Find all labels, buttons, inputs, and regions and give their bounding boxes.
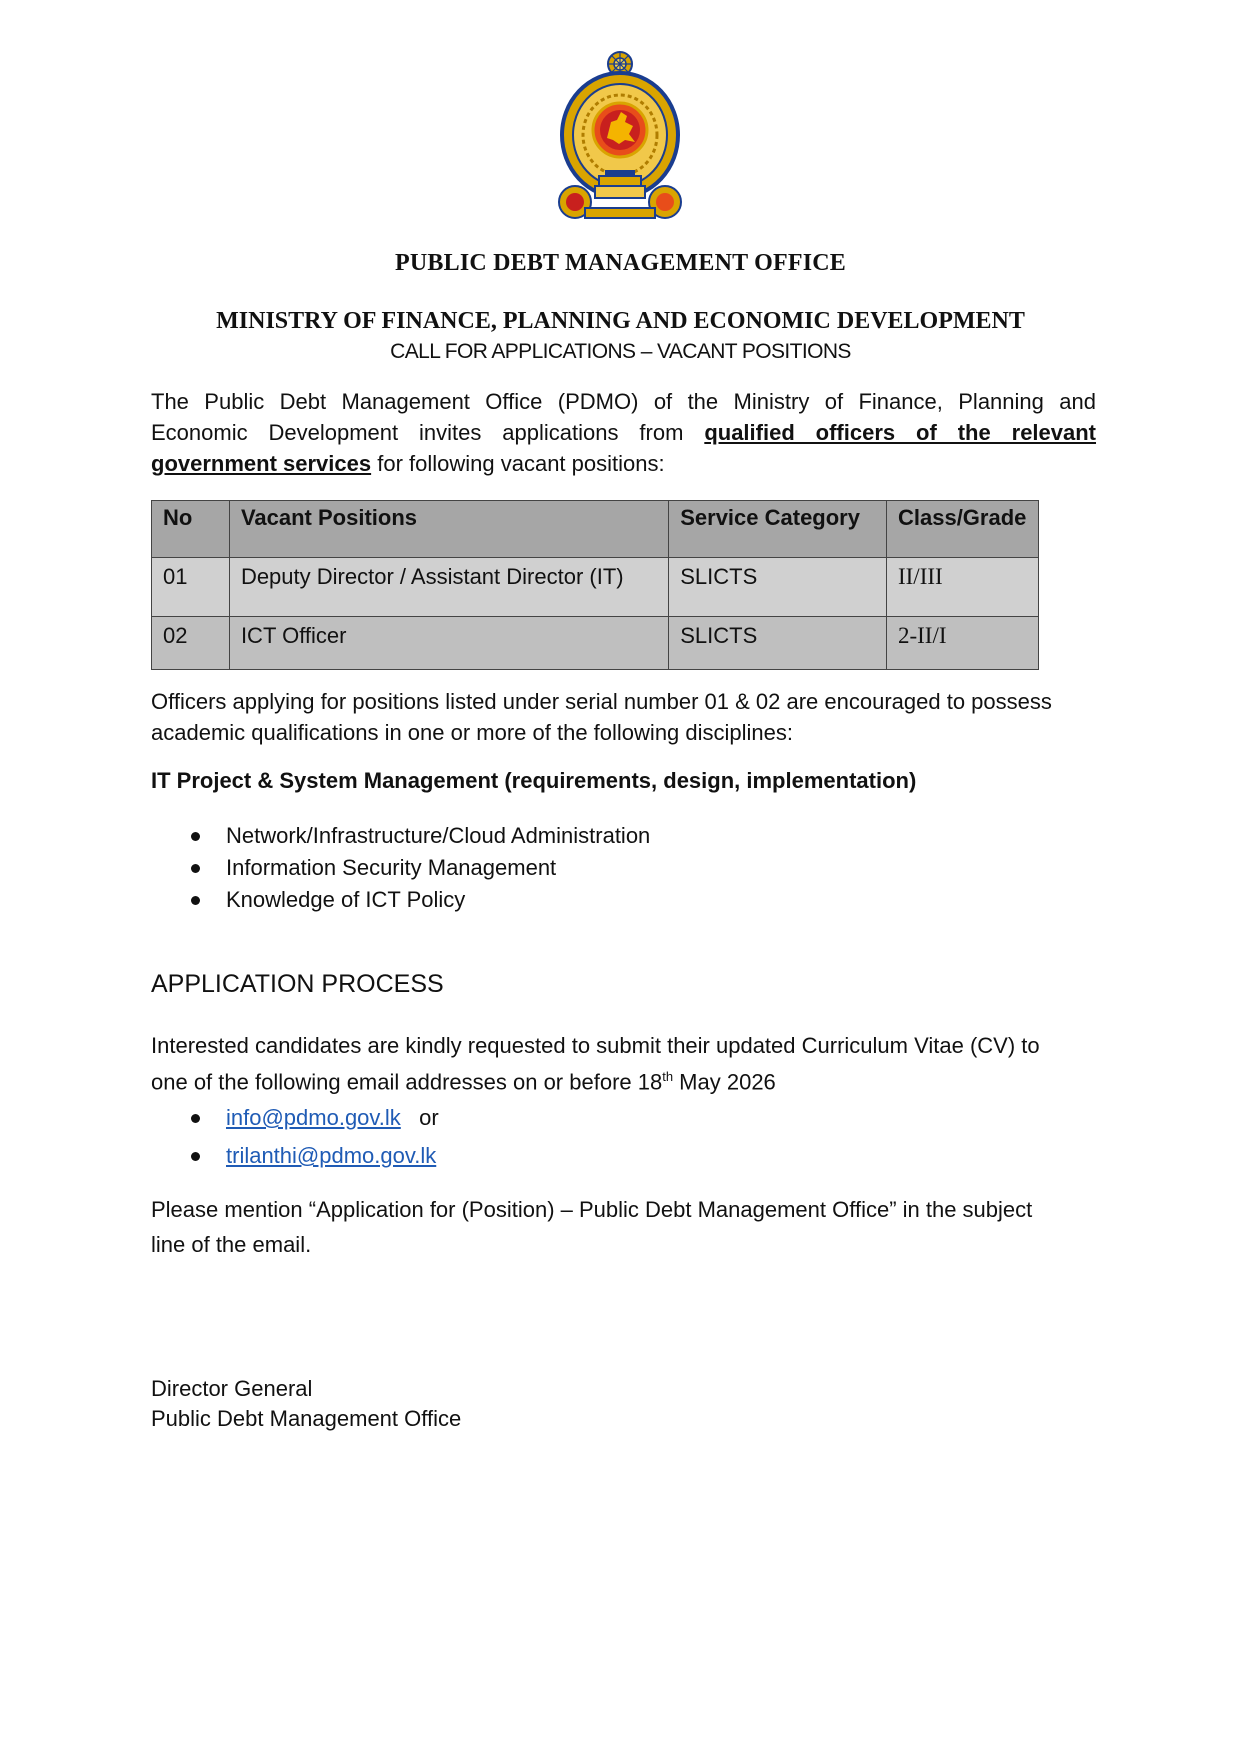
signature-office: Public Debt Management Office (151, 1406, 462, 1431)
intro-line-1: The Public Debt Management Office (PDMO) of the Ministry of Finance, Planning and (151, 389, 1096, 414)
vacancies-table (151, 500, 1039, 670)
qualifications-line-2: academic qualifications in one or more of the following disciplines: (151, 720, 794, 745)
bullet-icon (191, 864, 200, 873)
intro-line-2 (151, 417, 1096, 448)
bullet-icon (191, 1114, 200, 1123)
qualifications-heading: IT Project & System Management (requirements, design, implementation) (151, 768, 917, 793)
cell-grade: II/III (886, 558, 1038, 617)
intro-line-2-text: Economic Development invites applications from (151, 420, 705, 445)
list-item (151, 1102, 439, 1140)
table-row (152, 617, 1039, 670)
process-line-2-text: one of the following email addresses on or before 18 (151, 1069, 663, 1095)
national-emblem-icon (555, 50, 685, 225)
signature-block (151, 1374, 1096, 1434)
process-paragraph (151, 1030, 1096, 1097)
email-list (151, 1102, 439, 1172)
cell-position: Deputy Director / Assistant Director (IT) (229, 558, 668, 617)
list-item-text: Network/Infrastructure/Cloud Administration (226, 823, 651, 848)
call-subtitle: CALL FOR APPLICATIONS – VACANT POSITIONS (390, 340, 851, 363)
bullet-icon (191, 832, 200, 841)
email-link-trilanthi[interactable]: trilanthi@pdmo.gov.lk (226, 1143, 437, 1168)
table-row (152, 558, 1039, 617)
date-suffix: th (662, 1069, 674, 1084)
process-line-2 (151, 1061, 1096, 1097)
bullet-icon (191, 896, 200, 905)
email-link-info[interactable]: info@pdmo.gov.lk (226, 1105, 401, 1130)
list-item-text: Information Security Management (226, 855, 557, 880)
header-no: No (152, 501, 230, 558)
subject-line-2: line of the email. (151, 1232, 312, 1257)
subject-line-1: Please mention “Application for (Position) – Public Debt Management Office” in the subject (151, 1197, 1033, 1222)
cell-no: 01 (152, 558, 230, 617)
cell-service: SLICTS (669, 617, 887, 670)
qualifications-paragraph (151, 686, 1096, 748)
signature-title: Director General (151, 1376, 313, 1401)
ministry-title: MINISTRY OF FINANCE, PLANNING AND ECONOMIC DEVELOPMENT (216, 308, 1025, 334)
qualifications-line-1: Officers applying for positions listed under serial number 01 & 02 are encouraged to possess (151, 689, 1052, 714)
cell-service: SLICTS (669, 558, 887, 617)
application-process-heading: APPLICATION PROCESS (151, 970, 444, 998)
deadline-month: May 2026 (673, 1069, 776, 1095)
intro-paragraph (151, 386, 1096, 479)
header-service-category: Service Category (669, 501, 887, 558)
table-header-row (152, 501, 1039, 558)
intro-emphasis-2: government services (151, 451, 372, 476)
header-vacant-positions: Vacant Positions (229, 501, 668, 558)
list-item (151, 884, 650, 916)
bullet-icon (191, 1152, 200, 1161)
list-item-text: Knowledge of ICT Policy (226, 887, 466, 912)
process-line-1: Interested candidates are kindly requested to submit their updated Curriculum Vitae (CV) to (151, 1033, 1040, 1058)
cell-grade: 2-II/I (886, 617, 1038, 670)
or-text: or (419, 1105, 439, 1130)
intro-line-3-text: for following vacant positions: (371, 451, 665, 476)
cell-no: 02 (152, 617, 230, 670)
intro-emphasis-1: qualified officers of the relevant (704, 420, 1097, 445)
subject-instruction (151, 1192, 1096, 1262)
disciplines-list (151, 820, 650, 916)
cell-position: ICT Officer (229, 617, 668, 670)
list-item (151, 820, 650, 852)
header-class-grade: Class/Grade (886, 501, 1038, 558)
intro-line-3 (151, 448, 1096, 479)
list-item (151, 852, 650, 884)
list-item (151, 1140, 439, 1172)
office-title: PUBLIC DEBT MANAGEMENT OFFICE (395, 250, 846, 276)
